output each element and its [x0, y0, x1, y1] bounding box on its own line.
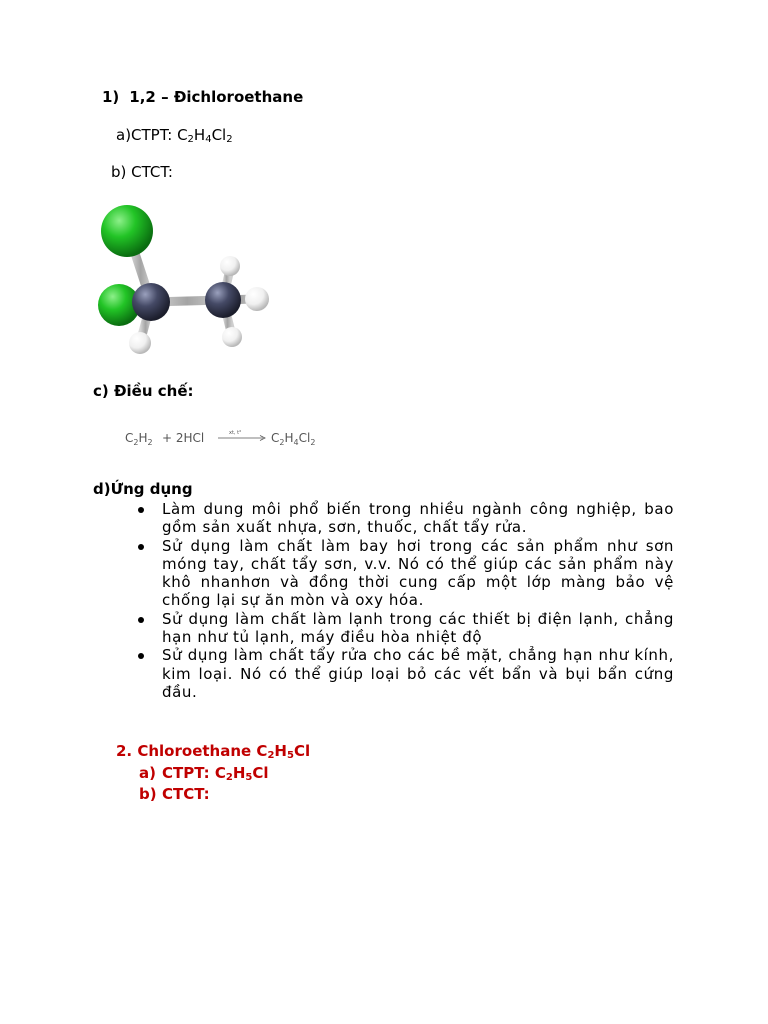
hydrogen-atom [129, 332, 151, 354]
section-2-ctpt-formula: $C_2H_5Cl$ [214, 764, 269, 783]
list-item: Làm dung môi phổ biến trong nhiều ngành công nghiệp, bao gồm sản xuất nhựa, sơn, thuốc, chất tẩy rửa. [132, 500, 674, 537]
reaction-equation [125, 424, 340, 450]
hydrogen-atom [222, 327, 242, 347]
list-item: Sử dụng làm chất tẩy rửa cho các bề mặt, chẳng hạn như kính, kim loại. Nó có thể giúp loại bỏ các vết bẩn và bụi bẩn cứng đầu. [132, 646, 674, 701]
section-1-title: 1,2 – Đichloroethane [129, 88, 304, 106]
ctpt-label: a)CTPT: [116, 126, 178, 144]
carbon-atom-2 [205, 282, 241, 318]
list-item: Sử dụng làm chất làm bay hơi trong các sản phẩm như sơn móng tay, chất tẩy sơn, v.v. Nó có thể giúp các sản phẩm này khô nhanhơn và đồng thời cung cấp một lớp màng bảo vệ chống lại sự ăn mòn và oxy hóa. [132, 537, 674, 610]
reactant-c2h2: $C_2H_2$ [125, 431, 153, 447]
section-2-formula: $C_2H_5Cl$ [256, 742, 311, 761]
bullet-icon [138, 544, 144, 550]
ctpt-line [116, 126, 233, 144]
bullet-icon [138, 507, 144, 513]
chlorine-atom-upper [101, 205, 153, 257]
molecule-3d-model [93, 200, 278, 365]
dieu-che-heading: c) Điều chế: [93, 382, 194, 400]
bullet-icon [138, 653, 144, 659]
section-2-ctpt: a) CTPT: $C_2H_5Cl$ [139, 764, 269, 783]
bullet-icon [138, 617, 144, 623]
reaction-condition: xt, t° [229, 430, 242, 436]
list-item: Sử dụng làm chất làm lạnh trong các thiết bị điện lạnh, chẳng hạn như tủ lạnh, máy điều hòa nhiệt độ [132, 610, 674, 647]
product-c2h4cl2: $C_2H_4Cl_2$ [271, 431, 316, 447]
carbon-atom-1 [132, 283, 170, 321]
ung-dung-heading: d)Ứng dụng [93, 480, 193, 498]
section-1-heading [102, 88, 303, 106]
ctpt-formula: $C_2H_4Cl_2$ [177, 126, 233, 145]
section-2-ctct: b) CTCT: [139, 785, 210, 803]
section-2-heading: 2. Chloroethane $C_2H_5Cl$ [116, 742, 311, 761]
reactant-hcl: + 2HCl [162, 431, 205, 445]
ctct-label: b) CTCT: [111, 163, 173, 181]
hydrogen-atom [220, 256, 240, 276]
section-1-number: 1) [102, 88, 120, 106]
applications-list [132, 500, 674, 701]
hydrogen-atom [245, 287, 269, 311]
